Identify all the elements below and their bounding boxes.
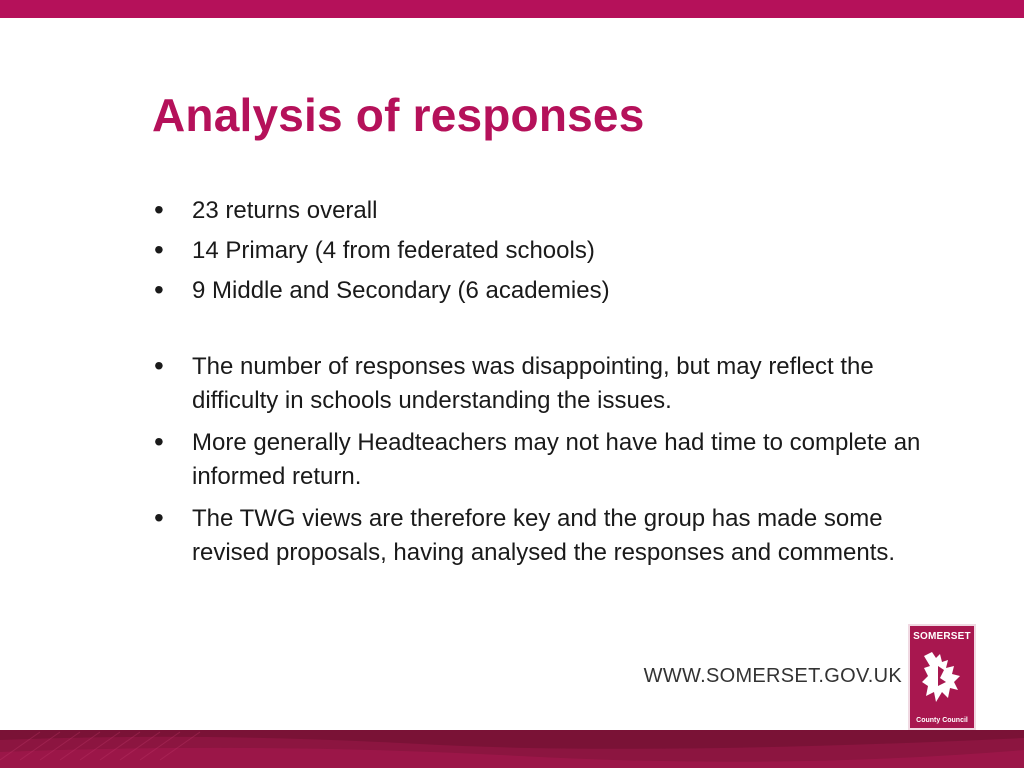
bullet-item: • The number of responses was disappointing, but may reflect the difficulty in schools understanding the issues. [150,350,940,418]
logo-top-text: SOMERSET [913,631,971,642]
bullet-item: • 23 returns overall [150,194,940,228]
somerset-logo [908,624,976,730]
bullet-item: • The TWG views are therefore key and the group has made some revised proposals, having analysed the responses and comments. [150,502,940,570]
website-url: WWW.SOMERSET.GOV.UK [643,665,902,687]
bullet-item: • 14 Primary (4 from federated schools) [150,234,940,268]
logo-bottom-text: County Council [916,717,968,724]
top-accent-bar [0,0,1024,18]
dragon-icon [918,648,966,708]
bullet-item: • 9 Middle and Secondary (6 academies) [150,274,940,308]
slide-title: Analysis of responses [152,89,645,141]
bullet-item: • More generally Headteachers may not have had time to complete an informed return. [150,426,940,494]
bullet-list [150,194,940,578]
bottom-decorative-band [0,730,1024,768]
